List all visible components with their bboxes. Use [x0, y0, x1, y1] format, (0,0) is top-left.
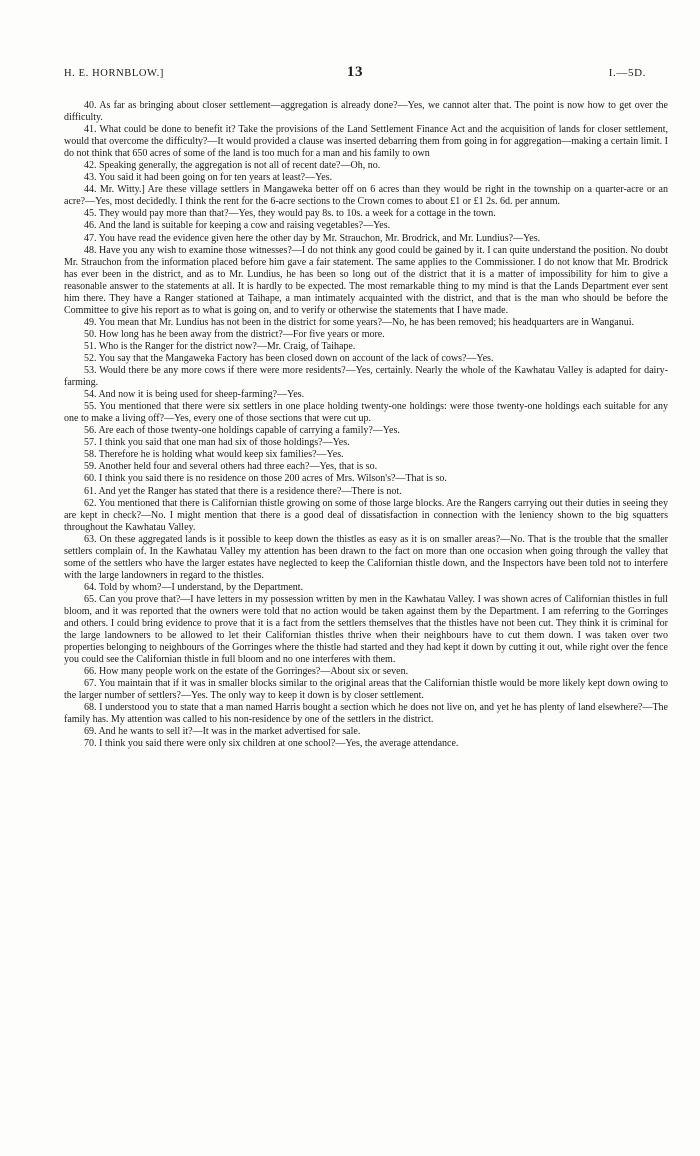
paragraph-63: 63. On these aggregated lands is it possible to keep down the thistles as easy as it is on smaller areas?—No. That is the trouble that the smaller settlers complain of. In the Kawhatau Valley my attention has been drawn to the fact on more than one occasion when going through the valley that some of the settlers who have the larger estates have neglected to keep the Californian thistle down, and the Inspectors have been told not to interfere with the large landowners in regard to the thistles. — [64, 533, 668, 581]
paragraph-50: 50. How long has he been away from the district?—For five years or more. — [84, 328, 385, 340]
paragraph-68: 68. I understood you to state that a man named Harris bought a section which he does not live on, and yet he has plenty of land elsewhere?—The family has. My attention was called to his non-residence by one of the settlers in the district. — [64, 702, 668, 726]
paragraph-58: 58. Therefore he is holding what would keep six families?—Yes. — [84, 449, 344, 461]
paragraph-56: 56. Are each of those twenty-one holdings capable of carrying a family?—Yes. — [84, 425, 400, 437]
header-witness-name: H. E. HORNBLOW.] — [64, 68, 164, 79]
paper-reference: I.—5D. — [608, 67, 646, 79]
page-number: 13 — [346, 64, 364, 80]
paragraph-41: 41. What could be done to benefit it? Take the provisions of the Land Settlement Finance Act and the acquisition of lands for closer settlement, would that overcome the difficulty?—It would provided a clause was inserted debarring them from going in for aggregation—making a certain limit. I do not think that 650 acres of some of the land is too much for a man and his family to own — [64, 124, 668, 160]
paragraph-54: 54. And now it is being used for sheep-farming?—Yes. — [84, 389, 305, 401]
paragraph-52: 52. You say that the Mangaweka Factory has been closed down on account of the lack of cows?—Yes. — [84, 352, 494, 364]
paragraph-65: 65. Can you prove that?—I have letters in my possession written by men in the Kawhatau Valley. I was shown acres of Californian thistles in full bloom, and it was reported that the owners were told that no action would be taken against them by the Department. I am referring to the Gorringes and others. I could bring evidence to prove that it is a fact from the settlers themselves that the thistles have not been cut. They think it is criminal for the large landowners to be allowed to let their Californian thistles thrive when their neighbours have to cut them down. I was taken over two properties belonging to neighbours of the Gorringes where the thistle had started and they had kept it down by cutting it out, while right over the fence you could see the Californian thistle in full bloom and no one interferes with them. — [64, 593, 668, 666]
paragraph-42: 42. Speaking generally, the aggregation is not all of recent date?—Oh, no. — [84, 160, 381, 172]
paragraph-59: 59. Another held four and several others had three each?—Yes, that is so. — [84, 461, 378, 473]
paragraph-44: 44. Mr. Witty.] Are these village settlers in Mangaweka better off on 6 acres than they would be right in the township on a quarter-acre or an acre?—Yes, most decidedly. I think the rent for the 6-acre sections to the Crown comes to about £1 or £1 2s. 6d. per annum. — [64, 184, 668, 208]
page-header — [64, 64, 646, 82]
paragraph-62: 62. You mentioned that there is Californian thistle growing on some of those large blocks. Are the Rangers carrying out their duties in seeing they are kept in check?—No. I might mention that there is a good deal of dissatisfaction in connection with the leniency shown to the big squatters throughout the Kawhatau Valley. — [64, 497, 668, 533]
document-body — [64, 100, 668, 751]
paragraph-51: 51. Who is the Ranger for the district now?—Mr. Craig, of Taihape. — [84, 340, 356, 352]
paragraph-43: 43. You said it had been going on for ten years at least?—Yes. — [84, 172, 333, 184]
paragraph-55: 55. You mentioned that there were six settlers in one place holding twenty-one holdings: were those twenty-one holdings each suitable for any one to make a living off?—Yes, every one of those sections that were cut up. — [64, 401, 668, 425]
paragraph-70: 70. I think you said there were only six children at one school?—Yes, the average attendance. — [84, 738, 459, 750]
paragraph-61: 61. And yet the Ranger has stated that there is a residence there?—There is not. — [84, 485, 402, 497]
paragraph-69: 69. And he wants to sell it?—It was in the market advertised for sale. — [84, 726, 361, 738]
paragraph-53: 53. Would there be any more cows if there were more residents?—Yes, certainly. Nearly the whole of the Kawhatau Valley is adapted for dairy-farming. — [64, 365, 668, 389]
paragraph-45: 45. They would pay more than that?—Yes, they would pay 8s. to 10s. a week for a cottage in the town. — [84, 208, 496, 220]
paragraph-67: 67. You maintain that if it was in smaller blocks similar to the original areas that the Californian thistle would be more likely kept down owing to the larger number of settlers?—Yes. The only way to keep it down is by closer settlement. — [64, 678, 668, 702]
paragraph-46: 46. And the land is suitable for keeping a cow and raising vegetables?—Yes. — [84, 220, 391, 232]
paragraph-49: 49. You mean that Mr. Lundius has not been in the district for some years?—No, he has been removed; his headquarters are in Wanganui. — [84, 316, 634, 328]
paragraph-60: 60. I think you said there is no residence on those 200 acres of Mrs. Wilson's?—That is so. — [84, 473, 447, 485]
paragraph-48: 48. Have you any wish to examine those witnesses?—I do not think any good could be gained by it. I can quite understand the position. No doubt Mr. Strauchon from the information placed before him gave a fair statement. The same applies to the Commissioner. I do not know that Mr. Brodrick has ever been in the district, and as to Mr. Lundius, he has been so long out of the district that it is a matter of impossibility for him to give a reasonable answer to the statements at all. It is hardly to be expected. The most remarkable thing to my mind is that the Lands Department ever sent him there. They have a Ranger stationed at Taihape, a man intimately acquainted with the district, and that is the man who should be before the Committee to give his report as to what is going on, and to verify or otherwise the statements that I have made. — [64, 244, 668, 316]
paragraph-57: 57. I think you said that one man had six of those holdings?—Yes. — [84, 437, 350, 449]
paragraph-64: 64. Told by whom?—I understand, by the Department. — [84, 581, 304, 593]
paragraph-66: 66. How many people work on the estate of the Gorringes?—About six or seven. — [84, 666, 409, 678]
paragraph-47: 47. You have read the evidence given here the other day by Mr. Strauchon, Mr. Brodrick, and Mr. Lundius?—Yes. — [84, 232, 541, 244]
paragraph-40: 40. As far as bringing about closer settlement—aggregation is already done?—Yes, we cannot alter that. The point is now how to get over the difficulty. — [64, 100, 668, 124]
